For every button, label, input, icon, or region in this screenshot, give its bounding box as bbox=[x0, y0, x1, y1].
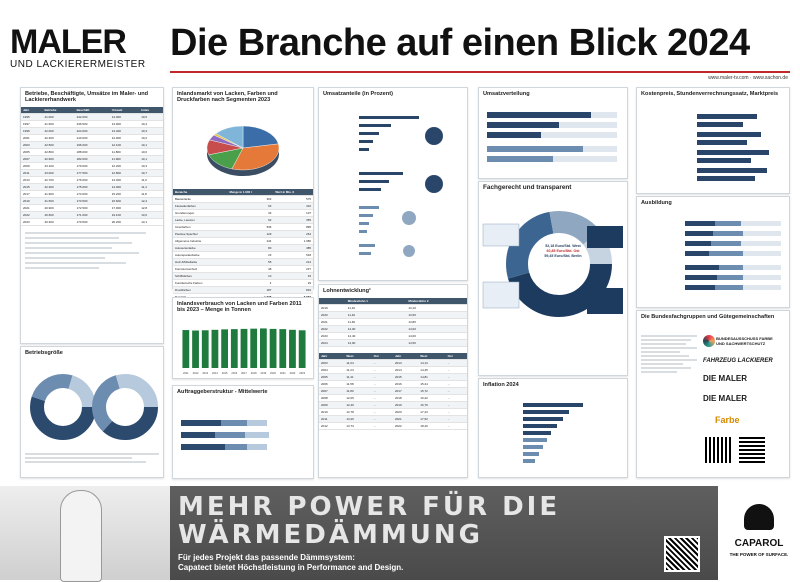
table-cell: 11,10 bbox=[346, 305, 407, 312]
market-table bbox=[173, 189, 313, 301]
table-row bbox=[319, 319, 467, 326]
table-cell: 2024 bbox=[319, 340, 346, 347]
caparol-elephant-icon bbox=[744, 504, 774, 530]
col-head: Menge in 1.000 t bbox=[228, 189, 274, 196]
consumption-chart bbox=[173, 318, 313, 376]
table-cell: 2021 bbox=[319, 319, 346, 326]
table-cell: 187 bbox=[228, 287, 274, 294]
table-cell: 12,40 bbox=[346, 333, 407, 340]
logo-bfs-text: BUNDESAUSSCHUSS FARBE UND SACHWERTSCHUTZ bbox=[716, 336, 773, 346]
tick-label: 2017 bbox=[241, 372, 247, 375]
table-cell: 575 bbox=[273, 196, 313, 203]
betriebe-note bbox=[25, 232, 159, 302]
fachgerecht-donut bbox=[479, 204, 627, 354]
bar bbox=[250, 329, 257, 368]
table-cell: Lacke, Lasuren bbox=[173, 217, 228, 224]
rate-berlin: 59,45 Euro/Std. Berlin bbox=[544, 254, 582, 258]
table-cell: 62 bbox=[228, 217, 274, 224]
panel-umsatzanteile bbox=[318, 87, 468, 281]
panel-inlandsmarkt bbox=[172, 87, 314, 292]
bar bbox=[260, 328, 267, 368]
table-row bbox=[173, 224, 313, 231]
logo bbox=[10, 23, 160, 70]
panel-title: Betriebsgröße bbox=[25, 350, 63, 356]
table-cell: 23 bbox=[228, 252, 274, 259]
panel-title: Kostenpreis, Stundenverrechnungssatz, Marktpreis bbox=[641, 91, 779, 97]
table-cell: Holz-/Möbellacke bbox=[173, 259, 228, 266]
lohn-table-2: Jahr West Ost Jahr West Ost 2003 11,04 ... 2013 14,13 ... 2004 11,24 ... 2014 14,45 ... 2005 11,41 ... 2015 14,81 ... 2006 11,58 ... 2016 15,24 ... 2007 11,80 ... 2017 15,72 ... 2008 12,05 ... 2018 16,22 ... 2009 12,40 ... 2019 16,76 ... 2010 12,78 ... 2020 17,23 ... 2011 13,26 ... 2021 17,52 ... 2012 13,73 ... 2022 18,40 ... bbox=[319, 353, 467, 430]
table-row bbox=[173, 252, 313, 259]
table-cell: 214 bbox=[273, 259, 313, 266]
table-cell: 819 bbox=[273, 287, 313, 294]
tick-label: 2014 bbox=[212, 372, 218, 375]
table-cell: 13,50 bbox=[406, 312, 467, 319]
table-cell: 14,00 bbox=[406, 333, 467, 340]
table-cell: Druckfarben bbox=[173, 287, 228, 294]
table-cell: Bautenlacke bbox=[173, 196, 228, 203]
logo-line2: UND LACKIERERMEISTER bbox=[10, 59, 146, 70]
tick-label: 2015 bbox=[221, 372, 228, 375]
table-row bbox=[173, 273, 313, 280]
table-row bbox=[173, 259, 313, 266]
table-row bbox=[319, 333, 467, 340]
table-row bbox=[173, 231, 313, 238]
logo-fahrzeug: FAHRZEUG LACKIERER bbox=[703, 358, 773, 364]
panel-auftraggeber bbox=[172, 385, 314, 479]
qr-code-1[interactable] bbox=[705, 437, 731, 463]
table-row bbox=[173, 210, 313, 217]
panel-title: Inlandsmarkt von Lacken, Farben und Druckfarben nach Segmenten 2023 bbox=[177, 91, 278, 104]
qr-code-2[interactable] bbox=[739, 437, 765, 463]
panel-title: Ausbildung bbox=[641, 200, 672, 206]
market-pie bbox=[173, 108, 313, 188]
panel-kostenpreis bbox=[636, 87, 790, 194]
table-row bbox=[319, 340, 467, 347]
panel-inflation bbox=[478, 378, 628, 478]
website: www.maler-tv.com · www.sachon.de bbox=[708, 75, 788, 81]
panel-ausbildung bbox=[636, 196, 790, 308]
col-head: Wert in Mio. € bbox=[273, 189, 313, 196]
table-row bbox=[319, 312, 467, 319]
bar bbox=[212, 330, 219, 368]
caparol-brand: CAPAROL bbox=[734, 538, 784, 549]
col-head: Mindestlohn 1 bbox=[346, 298, 407, 305]
table-cell: 310 bbox=[273, 203, 313, 210]
tick-label: 2022 bbox=[289, 372, 296, 375]
kosten-bars bbox=[637, 108, 789, 188]
auftraggeber-chart bbox=[173, 406, 313, 476]
inflation-bars bbox=[479, 399, 627, 475]
table-cell: 33 bbox=[273, 273, 313, 280]
logo-maler-1: DIE MALER bbox=[703, 374, 747, 383]
gueteg-text bbox=[641, 333, 697, 375]
betriebe-table: Jahr Betriebe Beschäft. Umsatz Index 1995 41.000 242.000 14.000 10,5 1997 41.600 236.500 13.900 10,4 1999 42.000 224.000 13.400 10,3 2001 42.300 210.000 12.900 10,2 2003 42.500 196.000 12.100 10,1 2005 42.800 188.000 11.800 10,0 2007 42.900 182.000 11.900 10,1 2009 43.100 179.000 12.200 10,3 2011 43.000 177.500 12.800 10,7 2013 42.700 176.000 13.300 11,0 2015 42.300 175.000 14.000 11,4 2017 41.900 174.000 15.200 11,8 2019 41.500 173.500 16.600 12,4 2021 40.900 172.500 17.900 12,8 2022 40.600 171.000 19.100 13,0 2023 40.300 170.500 20.200 13,1 bbox=[21, 107, 163, 226]
ad-headline-1: MEHR POWER FÜR DIE bbox=[178, 492, 561, 522]
caparol-tagline: THE POWER OF SURFACE. bbox=[729, 552, 789, 557]
table-cell: 13,10 bbox=[406, 305, 467, 312]
panel-betriebsgroesse bbox=[20, 346, 164, 478]
panel-umsatzverteilung bbox=[478, 87, 628, 179]
table-row bbox=[173, 217, 313, 224]
table-cell: Allgemeine Industrie bbox=[173, 238, 228, 245]
table-cell: 129 bbox=[228, 231, 274, 238]
table-cell: Korrosionsschutz bbox=[173, 266, 228, 273]
umsatz-bars bbox=[319, 106, 467, 276]
table-cell: Grundierungen bbox=[173, 210, 228, 217]
table-row bbox=[319, 326, 467, 333]
table-cell: 2022 bbox=[319, 326, 346, 333]
headline: Die Branche auf einen Blick 2024 bbox=[170, 22, 750, 64]
bar bbox=[279, 329, 286, 368]
panel-fachgerecht bbox=[478, 181, 628, 376]
bar bbox=[231, 329, 238, 368]
panel-title: Umsatzverteilung bbox=[483, 91, 530, 97]
panel-title: Die Bundesfachgruppen und Gütegemeinschaften bbox=[641, 314, 775, 320]
ad-sub-1: Für jedes Projekt das passende Dämmsystem: bbox=[178, 553, 355, 562]
logo-line1: MALER bbox=[10, 23, 126, 61]
ad-person-figure bbox=[60, 490, 102, 582]
panel-title: Inflation 2024 bbox=[483, 382, 519, 388]
ad-qr[interactable] bbox=[664, 536, 700, 572]
tick-label: 2021 bbox=[279, 372, 286, 375]
table-cell: Pastöse Spachtel bbox=[173, 231, 228, 238]
bar bbox=[221, 329, 228, 368]
col-head: Bereiche bbox=[173, 189, 228, 196]
ad-headline-2: WÄRMEDÄMMUNG bbox=[178, 520, 483, 550]
tick-label: 2016 bbox=[231, 372, 238, 375]
panel-title: Auftraggeberstruktur - Mittelwerte bbox=[177, 389, 268, 395]
bar bbox=[289, 330, 296, 368]
table-cell: 12,90 bbox=[346, 340, 407, 347]
panel-title: Lohnentwicklung¹ bbox=[323, 288, 371, 294]
table-row bbox=[173, 238, 313, 245]
tick-label: 2012 bbox=[192, 372, 199, 375]
table-row bbox=[173, 196, 313, 203]
table-cell: 63 bbox=[228, 203, 274, 210]
tick-label: 2013 bbox=[202, 372, 209, 375]
table-cell: 2023 bbox=[319, 333, 346, 340]
panel-title: Fachgerecht und transparent bbox=[483, 184, 572, 191]
ausbildung-bars bbox=[637, 217, 789, 303]
panel-title: Betriebe, Beschäftigte, Umsätze im Maler- und Lackiererhandwerk bbox=[25, 91, 149, 104]
bar bbox=[299, 330, 306, 368]
table-cell: 55 bbox=[228, 259, 274, 266]
panel-betriebe bbox=[20, 87, 164, 344]
table-cell: 2020 bbox=[319, 312, 346, 319]
table-cell: 48 bbox=[228, 266, 274, 273]
table-cell: 2019 bbox=[319, 305, 346, 312]
table-cell: 10 bbox=[228, 273, 274, 280]
table-cell: 244 bbox=[228, 238, 274, 245]
table-cell: Autoserienlacke bbox=[173, 245, 228, 252]
logo-bfs bbox=[703, 335, 785, 347]
ad-banner[interactable] bbox=[0, 486, 800, 580]
table-cell: 895 bbox=[273, 224, 313, 231]
bar bbox=[182, 330, 189, 368]
table-cell: 33 bbox=[228, 210, 274, 217]
caparol-logo bbox=[718, 486, 800, 580]
table-cell: Kunstlerische Farben bbox=[173, 280, 228, 287]
table-cell: 237 bbox=[273, 266, 313, 273]
table-row bbox=[173, 280, 313, 287]
tick-label: 2019 bbox=[260, 372, 267, 375]
logo-farbe: Farbe bbox=[715, 415, 740, 425]
table-cell: 14,00 bbox=[406, 326, 467, 333]
ad-sub-2: Capatect bietet Höchstleistung in Performance and Design. bbox=[178, 563, 404, 572]
table-cell: 29 bbox=[273, 280, 313, 287]
table-cell: 11,40 bbox=[346, 312, 407, 319]
rate-west: 52,18 Euro/Std. West bbox=[545, 244, 581, 248]
tick-label: 2011 bbox=[183, 372, 189, 375]
headline-rule bbox=[170, 71, 790, 73]
table-row bbox=[173, 287, 313, 294]
rate-ost: 60,85 Euro/Std. Ost bbox=[546, 249, 580, 253]
bar bbox=[270, 329, 277, 368]
table-cell: 80 bbox=[228, 245, 274, 252]
table-row bbox=[173, 245, 313, 252]
bar bbox=[241, 329, 248, 368]
tick-label: 2018 bbox=[250, 372, 257, 375]
table-cell: 1.080 bbox=[273, 238, 313, 245]
table-cell: 264 bbox=[273, 231, 313, 238]
logo-maler-2: DIE MALER bbox=[703, 394, 747, 403]
table-cell: 12,00 bbox=[346, 326, 407, 333]
table-cell: 13,80 bbox=[406, 319, 467, 326]
bar bbox=[192, 331, 199, 368]
table-row bbox=[319, 305, 467, 312]
panel-title: Umsatzanteile (in Prozent) bbox=[323, 91, 393, 97]
table-cell: 536 bbox=[228, 224, 274, 231]
table-cell: 363 bbox=[228, 196, 274, 203]
table-cell: Fassadenfarben bbox=[173, 203, 228, 210]
table-cell: Innenfarben bbox=[173, 224, 228, 231]
table-cell: Autoreparaturlacke bbox=[173, 252, 228, 259]
panel-title: Inlandsverbrauch von Lacken und Farben 2011 bis 2023 – Menge in Tonnen bbox=[177, 301, 302, 314]
tick-label: 2020 bbox=[270, 372, 276, 375]
table-cell: 14,50 bbox=[406, 340, 467, 347]
table-cell: 518 bbox=[273, 252, 313, 259]
tick-label: 2023 bbox=[299, 372, 306, 375]
panel-inlandsverbrauch bbox=[172, 297, 314, 379]
panel-lohnentwicklung bbox=[318, 284, 468, 478]
table-cell: 11,60 bbox=[346, 319, 407, 326]
verteilung-bars bbox=[479, 108, 627, 174]
table-cell: 107 bbox=[273, 210, 313, 217]
lohn-table bbox=[319, 298, 467, 347]
table-row bbox=[173, 203, 313, 210]
table-cell: 385 bbox=[273, 245, 313, 252]
table-cell: 355 bbox=[273, 217, 313, 224]
bar bbox=[202, 330, 209, 368]
betriebsgroesse-donuts bbox=[21, 367, 163, 447]
panel-gueteg bbox=[636, 310, 790, 478]
table-cell: 4 bbox=[228, 280, 274, 287]
table-row bbox=[173, 266, 313, 273]
fachgerecht-center bbox=[541, 244, 585, 259]
col-head: Mindestlohn 2 bbox=[406, 298, 467, 305]
table-cell: Schiffsfarben bbox=[173, 273, 228, 280]
